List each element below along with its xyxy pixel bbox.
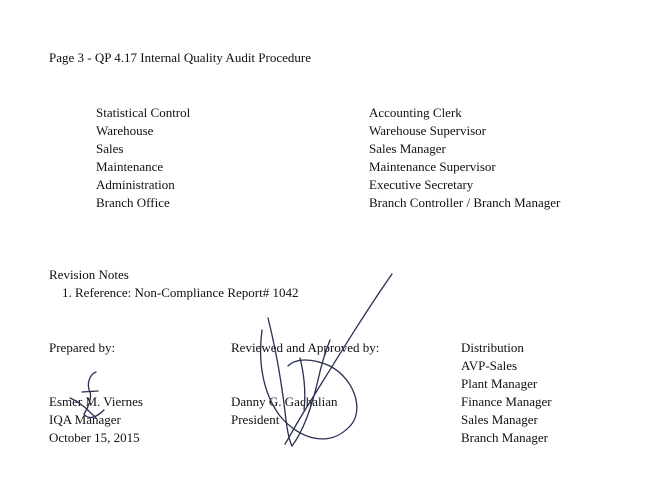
role-label: Branch Controller / Branch Manager [369, 195, 561, 210]
revision-note-number: 1. [62, 285, 72, 300]
reviewed-by-block [231, 393, 338, 429]
reviewed-by-label: Reviewed and Approved by: [231, 340, 380, 355]
revision-note-text: Reference: Non-Compliance Report# 1042 [75, 285, 299, 300]
department-label: Branch Office [96, 195, 170, 210]
reviewer-title: President [231, 412, 280, 427]
department-label: Sales [96, 141, 124, 156]
distribution-recipient: Sales Manager [461, 412, 538, 427]
distribution-recipient: Branch Manager [461, 430, 548, 445]
reviewer-name: Danny G. Gachalian [231, 394, 338, 409]
prepared-by-label: Prepared by: [49, 340, 116, 355]
department-label: Administration [96, 177, 175, 192]
preparer-date: October 15, 2015 [49, 430, 140, 445]
distribution-label: Distribution [461, 340, 524, 355]
department-label: Warehouse [96, 123, 154, 138]
revision-notes-title: Revision Notes [49, 267, 129, 282]
distribution-recipient: AVP-Sales [461, 358, 518, 373]
revision-note-item [62, 284, 298, 302]
role-column [369, 104, 560, 212]
prepared-by-block [49, 393, 143, 447]
role-label: Executive Secretary [369, 177, 474, 192]
department-column [96, 104, 190, 212]
department-label: Maintenance [96, 159, 164, 174]
role-label: Accounting Clerk [369, 105, 462, 120]
role-label: Warehouse Supervisor [369, 123, 487, 138]
distribution-block [461, 339, 552, 447]
distribution-recipient: Plant Manager [461, 376, 538, 391]
role-label: Sales Manager [369, 141, 446, 156]
preparer-name: Esmer M. Viernes [49, 394, 143, 409]
role-label: Maintenance Supervisor [369, 159, 496, 174]
page-header: Page 3 - QP 4.17 Internal Quality Audit Procedure [49, 50, 311, 65]
department-label: Statistical Control [96, 105, 191, 120]
distribution-recipient: Finance Manager [461, 394, 552, 409]
preparer-title: IQA Manager [49, 412, 121, 427]
